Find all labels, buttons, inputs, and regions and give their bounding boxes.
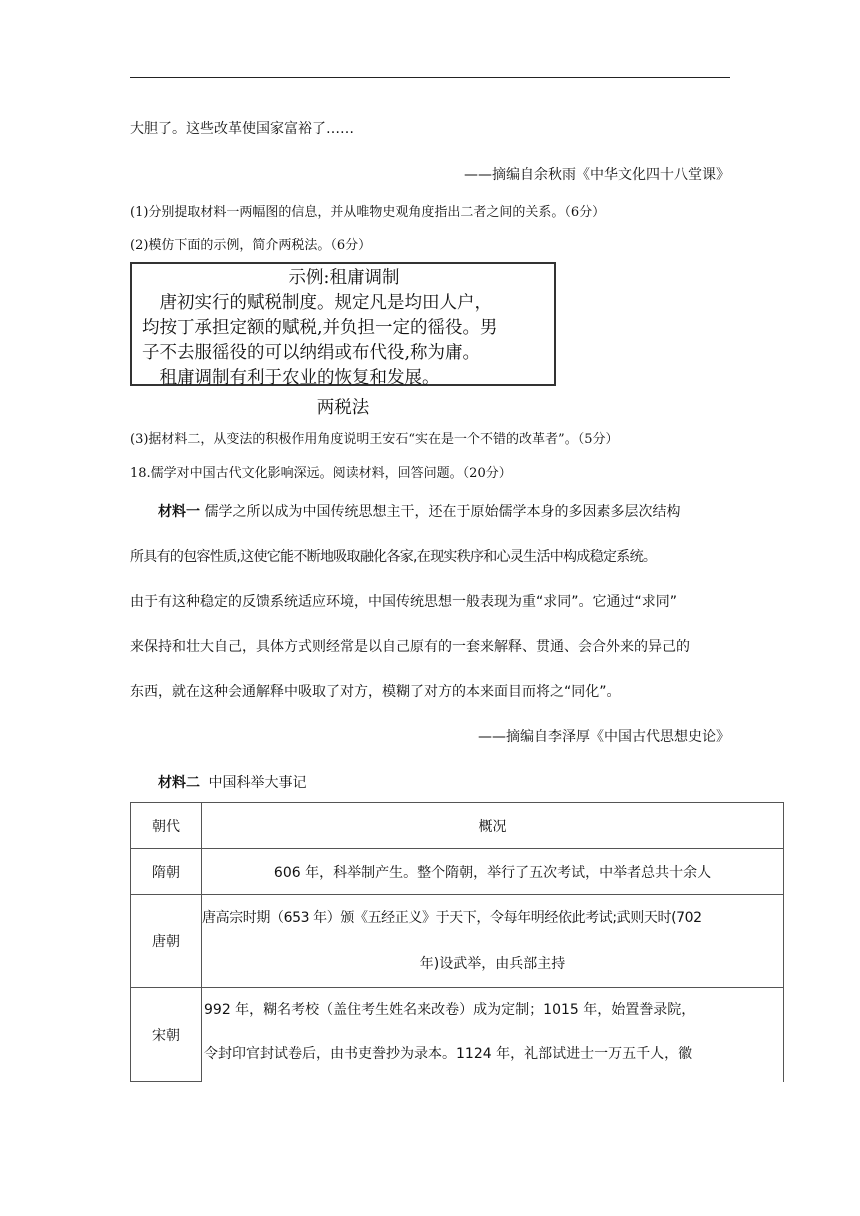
overview-cell: 唐高宗时期（653 年）颁《五经正义》于天下，令每年明经依此考试;武则天时(702 年)设武举，由兵部主持	[202, 895, 784, 988]
example-title: 示例:租庸调制	[288, 268, 400, 288]
material-2-label: 材料二	[158, 775, 200, 791]
table-row	[131, 895, 784, 988]
example-box	[130, 262, 556, 386]
source-citation-1: ——摘编自余秋雨《中华文化四十八堂课》	[464, 167, 730, 183]
material-2-heading	[158, 772, 306, 792]
example-line: 子不去服徭役的可以纳绢或布代役,称为庸。	[142, 343, 481, 363]
example-line: 租庸调制有利于农业的恢复和发展。	[142, 368, 440, 388]
table-row	[131, 988, 784, 1082]
material-2-caption: 中国科举大事记	[208, 775, 307, 791]
dynasty-cell: 隋朝	[131, 849, 202, 895]
example-line: 唐初实行的赋税制度。规定凡是均田人户，	[142, 293, 492, 313]
header-overview: 概况	[202, 803, 784, 849]
material-1-line: 由于有这种稳定的反馈系统适应环境，中国传统思想一般表现为重“求同”。它通过“求同”	[130, 594, 678, 610]
material-1-line: 所具有的包容性质,这使它能不断地吸取融化各家,在现实秩序和心灵生活中构成稳定系统。	[130, 549, 657, 565]
material-1-line: 材料一 儒学之所以成为中国传统思想主干，还在于原始儒学本身的多因素多层次结构	[158, 504, 681, 520]
dynasty-cell: 唐朝	[131, 895, 202, 988]
two-tax-title: 两税法	[316, 398, 370, 418]
header-rule	[130, 77, 730, 78]
question-1: (1)分别提取材料一两幅图的信息，并从唯物史观角度指出二者之间的关系。（6分）	[130, 205, 606, 220]
table-header-row	[131, 803, 784, 849]
material-1-label: 材料一	[158, 504, 200, 520]
material-1-line: 东西，就在这种会通解释中吸取了对方，模糊了对方的本来面目而将之“同化”。	[130, 684, 621, 700]
table-row	[131, 849, 784, 895]
continuation-text: 大胆了。这些改革使国家富裕了……	[130, 121, 354, 137]
question-18: 18.儒学对中国古代文化影响深远。阅读材料，回答问题。（20分）	[130, 466, 512, 481]
material-1-line: 来保持和壮大自己，具体方式则经常是以自己原有的一套来解释、贯通、会合外来的异己的	[130, 639, 690, 655]
header-dynasty: 朝代	[131, 803, 202, 849]
imperial-exam-table	[130, 802, 784, 1082]
dynasty-cell: 宋朝	[131, 988, 202, 1082]
overview-cell: 606 年，科举制产生。整个隋朝，举行了五次考试，中举者总共十余人	[202, 849, 784, 895]
question-2: (2)模仿下面的示例，简介两税法。（6分）	[130, 238, 372, 253]
source-citation-2: ——摘编自李泽厚《中国古代思想史论》	[478, 729, 730, 745]
example-line: 均按丁承担定额的赋税,并负担一定的徭役。男	[142, 318, 498, 338]
question-3: (3)据材料二，从变法的积极作用角度说明王安石“实在是一个不错的改革者”。（5分）	[130, 432, 619, 447]
overview-cell: 992 年，糊名考校（盖住考生姓名来改卷）成为定制；1015 年，始置誊录院， 令封印官封试卷后，由书吏誊抄为录本。1124 年，礼部试进士一万五千人，徽	[202, 988, 784, 1082]
